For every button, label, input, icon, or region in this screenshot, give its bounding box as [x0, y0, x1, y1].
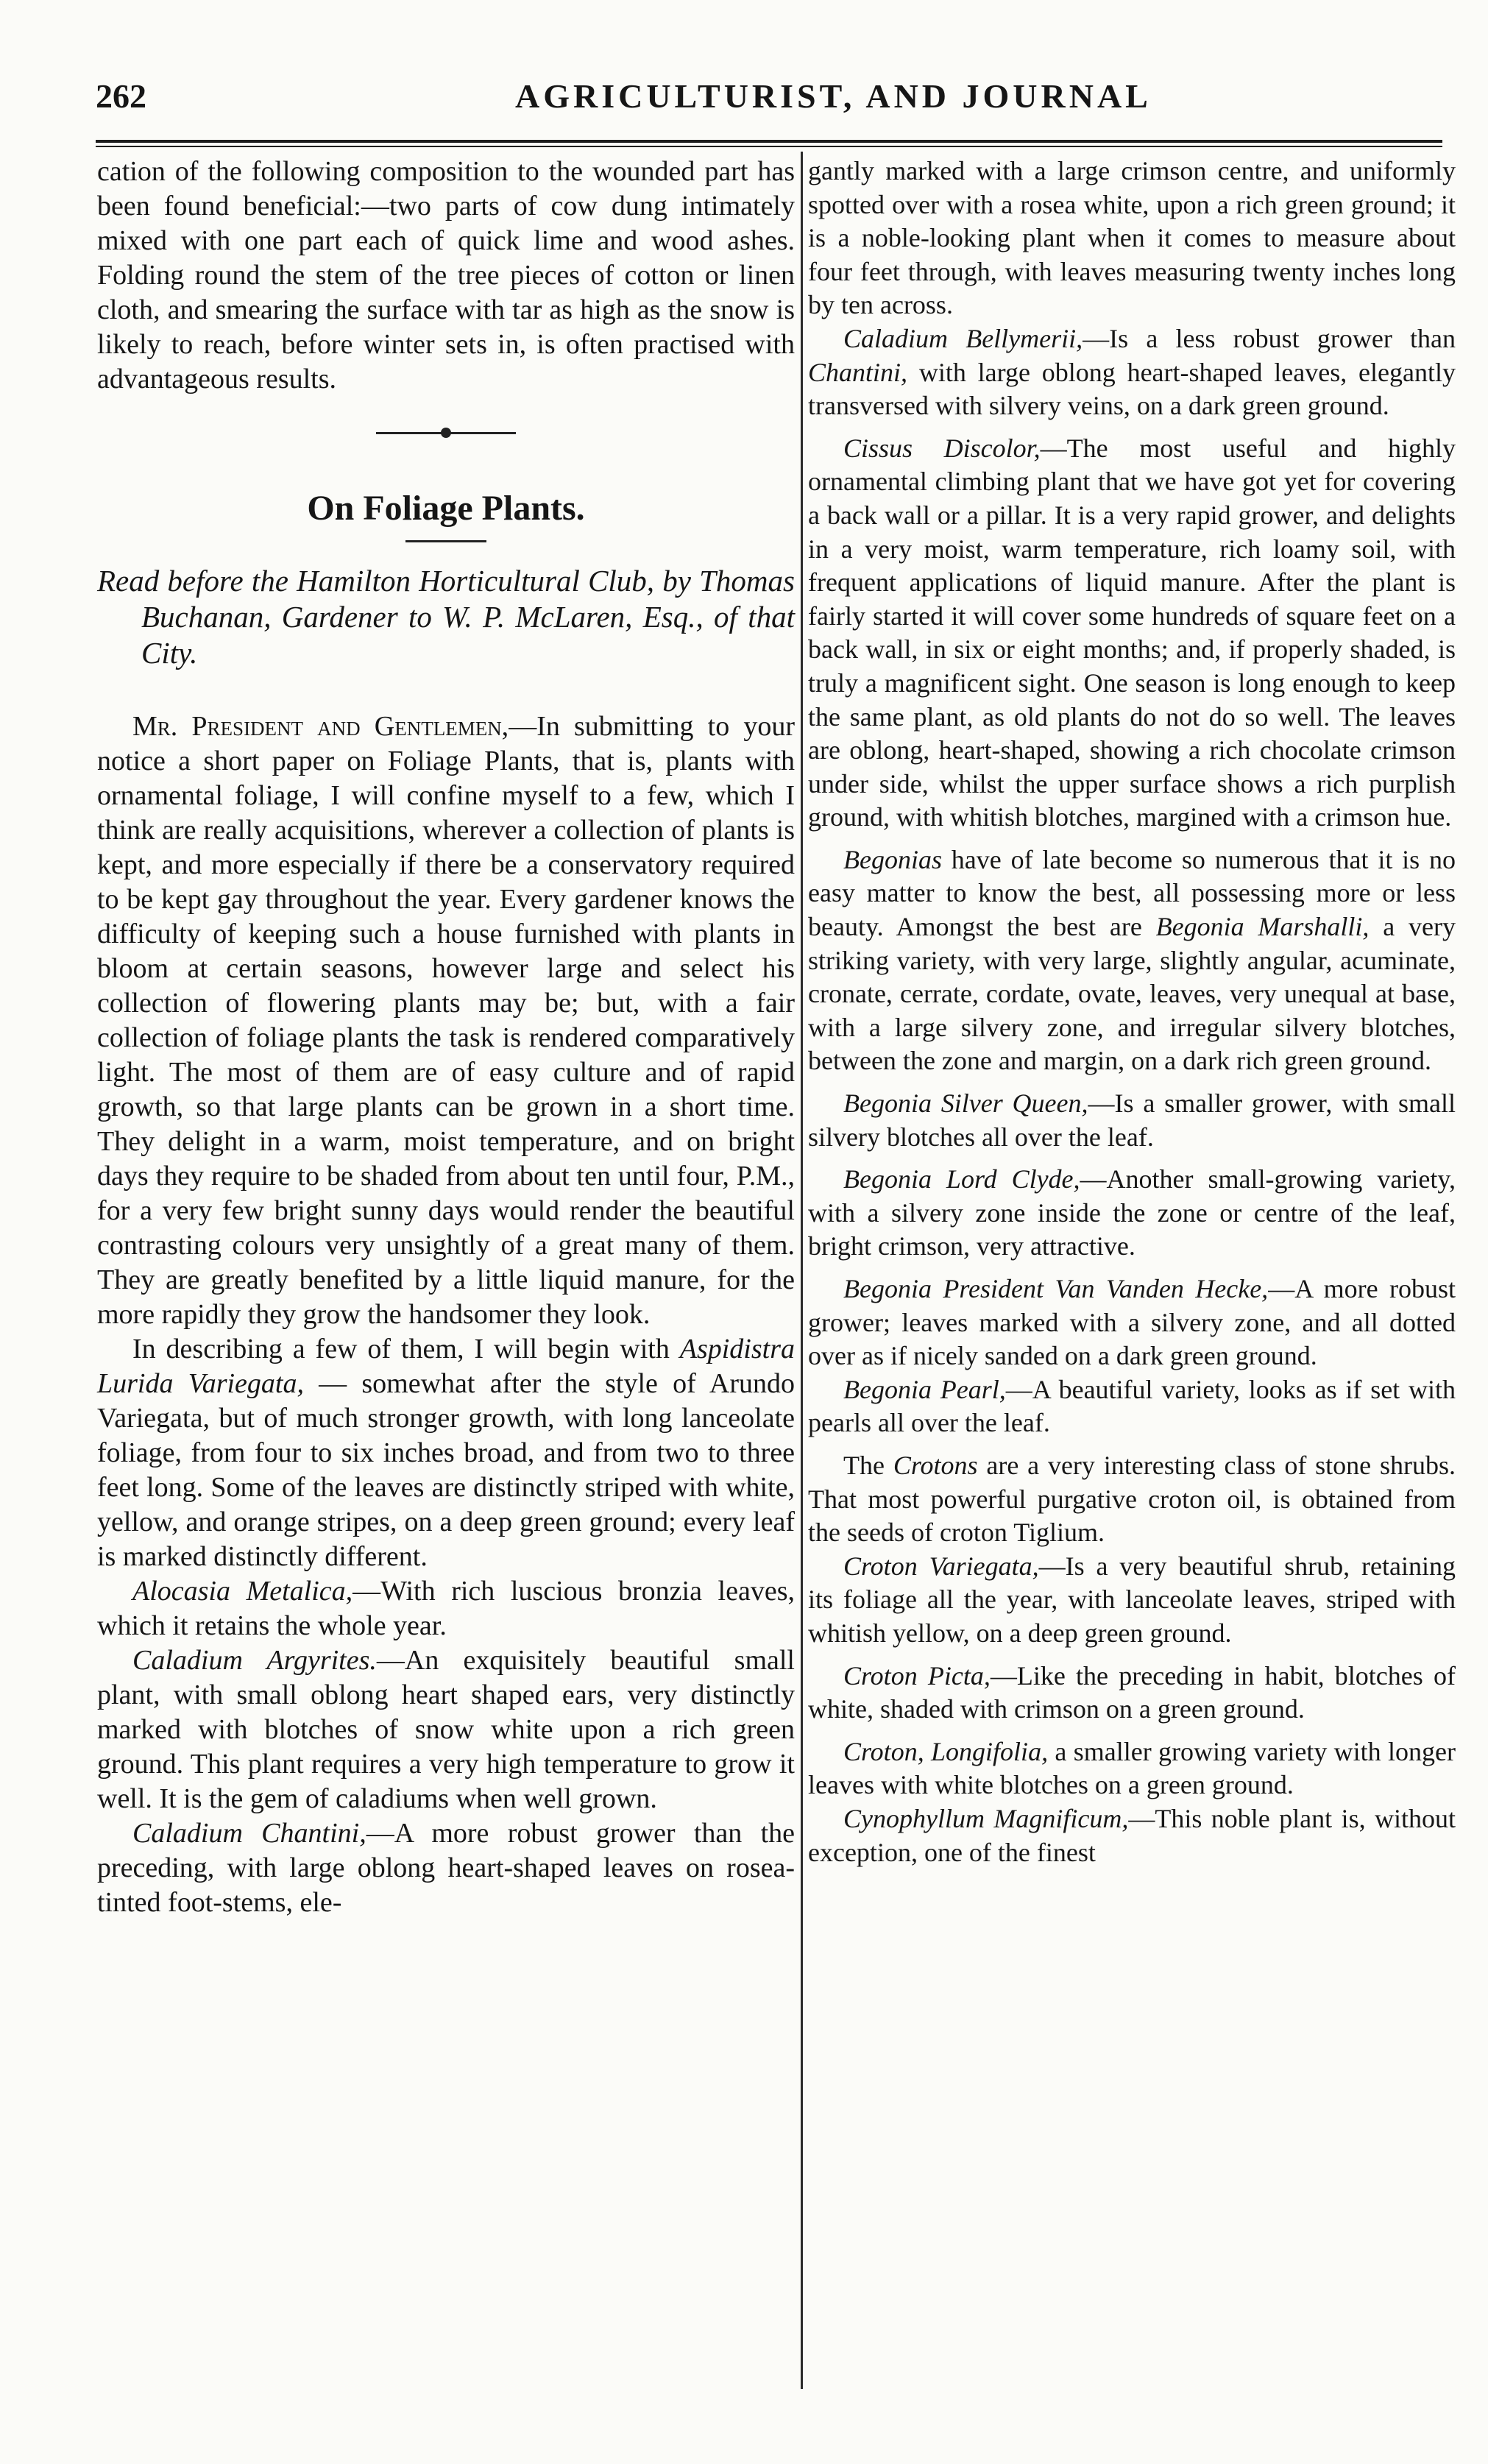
plant-name: Chantini, [808, 357, 908, 387]
salutation: Mr. President and Gentlemen, [132, 711, 509, 742]
plant-name: Begonias [843, 844, 942, 874]
article-byline: Read before the Hamilton Horticultural Club, by Thomas Buchanan, Gardener to W. P. McLaren, Esq., of that City. [97, 564, 795, 670]
article-title: On Foliage Plants. [307, 489, 585, 528]
paragraph: Begonia Pearl,—A beautiful variety, looks as if set with pearls all over the leaf. [808, 1374, 1456, 1438]
plant-name: Crotons [893, 1450, 978, 1480]
plant-name: Begonia Pearl, [843, 1374, 1006, 1404]
running-title: AGRICULTURIST, AND JOURNAL [515, 77, 1152, 115]
paragraph: Cynophyllum Magnificum,—This noble plant is, without exception, one of the finest [808, 1803, 1456, 1867]
plant-name: Caladium Bellymerii, [843, 323, 1083, 353]
plant-name: Croton Picta, [843, 1660, 991, 1691]
paragraph: Begonia Silver Queen,—Is a smaller grower, with small silvery blotches all over the leaf. [808, 1088, 1456, 1152]
paragraph: Croton, Longifolia, a smaller growing variety with longer leaves with white blotches on a green ground. [808, 1736, 1456, 1800]
paragraph: Begonia Lord Clyde,—Another small-growing variety, with a silvery zone inside the zone or centre of the leaf, bright crimson, very attractive. [808, 1164, 1456, 1261]
paragraph: Caladium Bellymerii,—Is a less robust grower than Chantini, with large oblong heart-shaped leaves, elegantly transversed with silvery veins, on a dark green ground. [808, 323, 1456, 421]
paragraph: Croton Picta,—Like the preceding in habit, blotches of white, shaded with crimson on a green ground. [808, 1660, 1456, 1724]
plant-name: Cissus Discolor, [843, 433, 1041, 463]
plant-name: Begonia Lord Clyde, [843, 1164, 1080, 1194]
paragraph: In describing a few of them, I will begin with Aspidistra Lurida Variegata, — somewhat after the style of Arundo Variegata, but of much stronger growth, with long lanceolate foliage, from four to six inches broad, and from two to three feet long. Some of the leaves are distinctly striped with white, yellow, and orange stripes, on a deep green ground; every leaf is marked distinctly different. [97, 1334, 795, 1572]
paragraph: The Crotons are a very interesting class of stone shrubs. That most powerful purgative croton oil, is obtained from the seeds of croton Tiglium. [808, 1450, 1456, 1548]
paragraph: Begonias have of late become so numerous that it is no easy matter to know the best, all possessing more or less beauty. Amongst the best are Begonia Marshalli, a very striking variety, with very large, slightly angular, acuminate, cronate, cerrate, cordate, ovate, leaves, very unequal at base, with a large silvery zone, and irregular silvery blotches, between the zone and margin, on a dark rich green ground. [808, 844, 1456, 1076]
plant-name: Begonia Marshalli, [1155, 912, 1370, 942]
column-divider [801, 152, 803, 2389]
paragraph: Caladium Chantini,—A more robust grower than the preceding, with large oblong heart-shaped leaves on rosea-tinted foot-stems, ele- [97, 1818, 795, 1918]
right-column [808, 155, 1456, 1869]
plant-name: Begonia Silver Queen, [843, 1088, 1088, 1119]
plant-name: Begonia President Van Vanden Hecke, [843, 1274, 1269, 1303]
paragraph: Croton Variegata,—Is a very beautiful shrub, retaining its foliage all the year, with lanceolate leaves, striped with whitish yellow, on a deep green ground. [808, 1551, 1456, 1648]
plant-name: Caladium Argyrites. [132, 1645, 377, 1676]
plant-name: Croton, Longifolia, [843, 1736, 1049, 1766]
paragraph: gantly marked with a large crimson centre, and uniformly spotted over with a rosea white, upon a rich green ground; it is a noble-looking plant when it comes to measure about four feet through, with leaves measuring twenty inches long by ten across. [808, 156, 1456, 320]
plant-name: Aspidistra Lurida Variegata, [97, 1334, 795, 1399]
title-rule [405, 540, 486, 542]
paragraph: Cissus Discolor,—The most useful and highly ornamental climbing plant that we have got yet for covering a back wall or a pillar. It is a very rapid grower, and delights in a very moist, warm temperature, rich loamy soil, with frequent applications of liquid manure. After the plant is fairly started it will cover some hundreds of square feet on a back wall, in six or eight months; and, if properly shaded, is truly a magnificent sight. One season is long enough to keep the same plant, as old plants do not do so well. The leaves are oblong, heart-shaped, showing a rich chocolate crimson under side, whilst the upper surface shows a rich purplish ground, with whitish blotches, margined with a crimson hue. [808, 433, 1456, 832]
plant-name: Cynophyllum Magnificum, [843, 1803, 1129, 1833]
paragraph: Alocasia Metalica,—With rich luscious bronzia leaves, which it retains the whole year. [97, 1576, 795, 1641]
header-rule-thin [96, 146, 1442, 147]
header-rule [96, 140, 1442, 143]
paragraph: Begonia President Van Vanden Hecke,—A more robust grower; leaves marked with a silvery zone, and all dotted over as if nicely sanded on a dark green ground. [808, 1274, 1456, 1371]
paragraph: Mr. President and Gentlemen,—In submitting to your notice a short paper on Foliage Plants, that is, plants with ornamental foliage, I will confine myself to a few, which I think are really acquisitions, wherever a collection of plants is kept, and more especially if there be a conservatory required to be kept gay throughout the year. Every gardener knows the difficulty of keeping such a house furnished with plants in bloom at certain seasons, however large and select his collection of flowering plants may be; but, with a fair collection of foliage plants the task is rendered comparatively light. The most of them are of easy culture and of rapid growth, so that large plants can be grown in a short time. They delight in a warm, moist temperature, and on bright days they require to be shaded from about ten until four, P.M., for a very few bright sunny days would render the beautiful contrasting colours very unsightly of a great many of them. They are greatly benefited by a little liquid manure, for the more rapidly they grow the handsomer they look. [97, 711, 795, 1330]
plant-name: Croton Variegata, [843, 1551, 1039, 1581]
left-column [97, 155, 795, 1920]
page-number: 262 [96, 77, 146, 115]
plant-name: Caladium Chantini, [132, 1818, 366, 1849]
paragraph: cation of the following composition to the wounded part has been found beneficial:—two parts of cow dung intimately mixed with one part each of quick lime and wood ashes. Folding round the stem of the tree pieces of cotton or linen cloth, and smearing the surface with tar as high as the snow is likely to reach, before winter sets in, is often practised with advantageous results. [97, 156, 795, 394]
paragraph: Caladium Argyrites.—An exquisitely beautiful small plant, with small oblong heart shaped ears, very distinctly marked with blotches of snow white upon a rich green ground. This plant requires a very high temperature to grow it well. It is the gem of caladiums when well grown. [97, 1645, 795, 1814]
plant-name: Alocasia Metalica, [132, 1576, 353, 1607]
running-header [96, 77, 1442, 128]
section-ornament [376, 425, 516, 442]
